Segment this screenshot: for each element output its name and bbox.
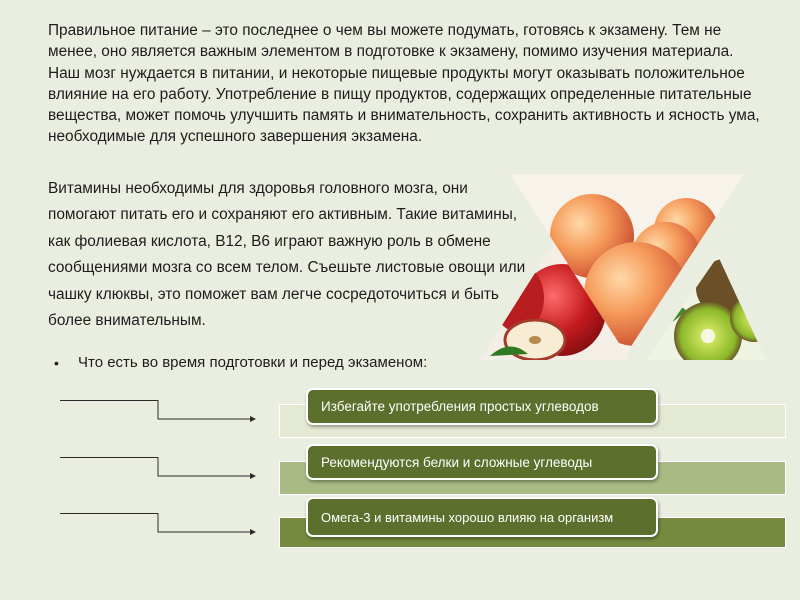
list-item-text: Избегайте употребления простых углеводов: [321, 399, 599, 414]
list-item-label: [306, 388, 658, 425]
bullet-marker: •: [54, 355, 59, 371]
connector-arrow: [60, 512, 260, 536]
bullet-text: Что есть во время подготовки и перед экзаменом:: [78, 354, 428, 371]
list-item-text: Омега-3 и витамины хорошо влияю на организм: [321, 509, 614, 525]
connector-arrow: [60, 399, 260, 423]
fruit-photos: [470, 168, 770, 368]
list-item-label: [306, 444, 658, 480]
list-item-text: Рекомендуются белки и сложные углеводы: [321, 454, 593, 470]
intro-paragraph: Правильное питание – это последнее о чем вы можете подумать, готовясь к экзамену. Тем не менее, оно является важным элементом в подготовке к экзамену, помимо изучения материала. Наш мозг нуждается в питании, и некоторые пищевые продукты могут оказывать положительное влияние на его работу. Употребление в пищу продуктов, содержащих определенные питательные вещества, может помочь улучшить память и внимательность, сохранить активность и ясность ума, необходимые для успешного завершения экзамена.: [48, 22, 760, 146]
vitamins-paragraph: Витамины необходимы для здоровья головного мозга, они помогают питать его и сохраняют его активным. Такие витамины, как фолиевая кислота, B12, B6 играют важную роль в обмене сообщениями мозга со всем телом. Съешьте листовые овощи или чашку клюквы, это поможет вам легче сосредоточиться и быть более внимательным.: [48, 180, 526, 330]
list-item-label: [306, 497, 658, 537]
connector-arrow: [60, 456, 260, 480]
